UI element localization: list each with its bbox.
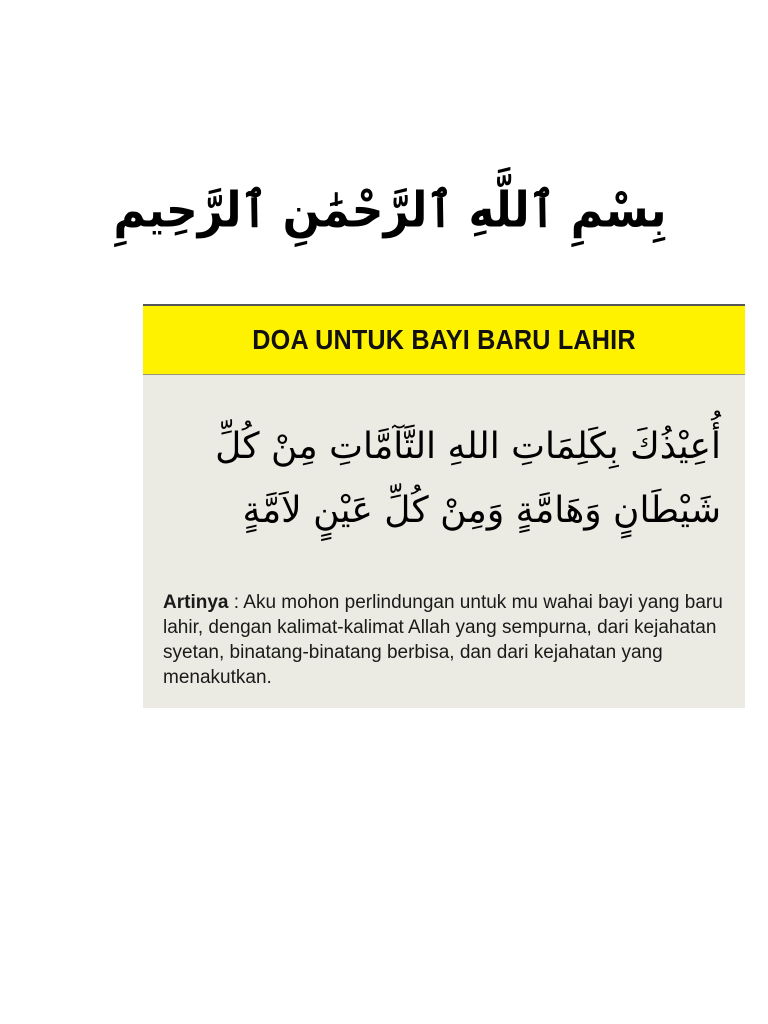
translation-separator: : <box>228 592 244 613</box>
bismillah-calligraphy: بِسْمِ ٱللَّهِ ٱلرَّحْمَٰنِ ٱلرَّحِيمِ <box>113 181 667 239</box>
arabic-line-1: أُعِيْذُكَ بِكَلِمَاتِ اللهِ التَّآمَّاتِ مِنْ كُلِّ <box>215 426 721 467</box>
doa-card <box>143 304 745 708</box>
doa-title: DOA UNTUK BAYI BARU LAHIR <box>252 324 636 355</box>
translation-text: Aku mohon perlindungan untuk mu wahai bayi yang baru lahir, dengan kalimat-kalimat Allah yang sempurna, dari kejahatan syetan, binatang-binatang berbisa, dan dari kejahatan yang menakutkan. <box>163 592 723 688</box>
arabic-line-2: شَيْطَانٍ وَهَامَّةٍ وَمِنْ كُلِّ عَيْنٍ لاَمَّةٍ <box>242 490 721 531</box>
card-header <box>143 306 745 375</box>
translation-paragraph <box>163 590 723 690</box>
arabic-prayer <box>143 375 745 543</box>
translation-label: Artinya <box>163 592 229 613</box>
